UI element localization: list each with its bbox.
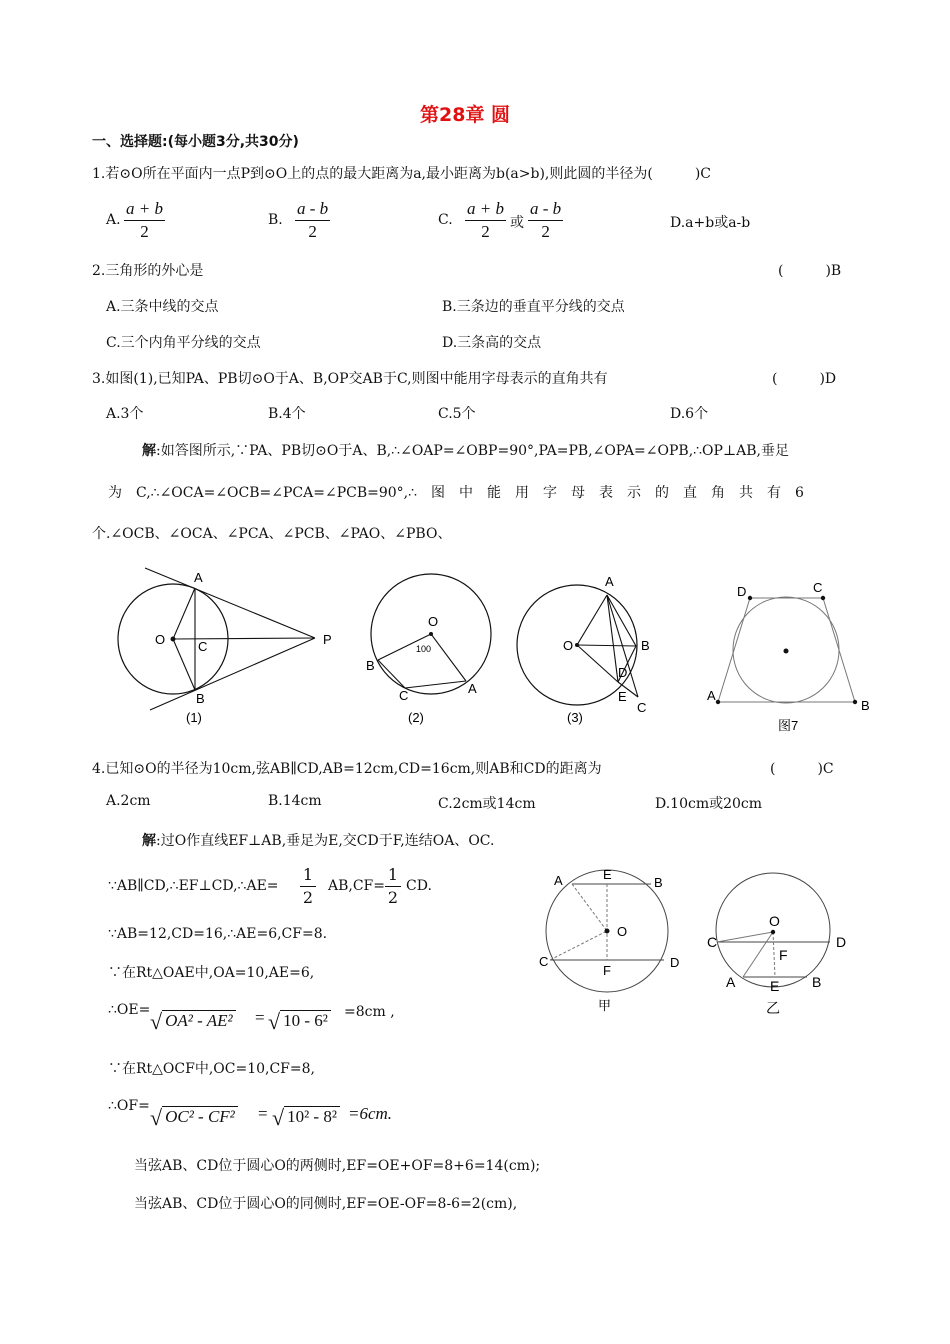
q1-stem: 1.若⊙O所在平面内一点P到⊙O上的点的最大距离为a,最小距离为b(a>b),则此圆的半径为( )C — [92, 166, 711, 182]
radius-ob — [173, 639, 195, 690]
label-e: E — [618, 689, 627, 704]
solution-label: 解 — [142, 443, 156, 459]
q4-line-7-suffix: =6cm. — [348, 1104, 393, 1123]
q1-option-c-or: 或 — [510, 215, 524, 231]
radius-oa — [431, 634, 466, 681]
solution-text: :如答图所示,∵PA、PB切⊙O于A、B,∴∠OAP=∠OBP=90°,PA=PB,∠OPA=∠OPB,∴OP⊥AB,垂足 — [156, 443, 789, 459]
q4-stem: 4.已知⊙O的半径为10cm,弦AB∥CD,AB=12cm,CD=16cm,则AB和CD的距离为 — [92, 761, 602, 777]
label-a: A — [468, 681, 477, 696]
q4-option-a: A.2cm — [106, 793, 151, 809]
q1-option-a-label: A. — [106, 212, 121, 228]
label-c: C — [399, 688, 409, 703]
label-c: C — [813, 580, 823, 595]
segment-oa — [743, 932, 773, 977]
solution-text: :过O作直线EF⊥AB,垂足为E,交CD于F,连结OA、OC. — [156, 833, 495, 849]
caption: 图7 — [778, 718, 799, 733]
segment-ae — [607, 595, 618, 682]
caption: (3) — [567, 710, 583, 725]
center-dot — [575, 643, 579, 647]
label-c: C — [198, 639, 208, 654]
label-a: A — [707, 688, 716, 703]
center-dot — [771, 930, 775, 934]
label-b: B — [654, 875, 663, 890]
label-f: F — [603, 963, 611, 978]
figure-1 — [118, 568, 332, 725]
label-d: D — [737, 584, 747, 599]
caption: 甲 — [598, 998, 612, 1013]
radius-oa — [173, 588, 195, 639]
q1-option-c-fraction-1 — [465, 198, 506, 243]
label-b: B — [812, 974, 822, 990]
label-b: B — [196, 691, 205, 706]
fraction-numerator: a + b — [465, 198, 506, 221]
caption: (1) — [186, 710, 202, 725]
segment-op — [173, 638, 315, 639]
q4-figures — [520, 860, 860, 1020]
q2-option-b: B.三条边的垂直平分线的交点 — [442, 299, 625, 315]
q3-option-a: A.3个 — [106, 406, 144, 422]
figure-2 — [366, 574, 491, 725]
q4-option-c: C.2cm或14cm — [438, 796, 536, 812]
center-dot — [429, 632, 433, 636]
q4-radical-oe-1: √ OA² - AE² — [150, 1006, 236, 1032]
fraction-numerator: 1 — [302, 865, 314, 884]
label-f: F — [779, 947, 788, 963]
label-o: O — [769, 913, 780, 929]
segment-oe — [577, 645, 618, 682]
radicand: OC² - CF² — [162, 1106, 238, 1126]
label-a: A — [726, 974, 736, 990]
q4-line-3: ∵AB=12,CD=16,∴AE=6,CF=8. — [108, 926, 328, 942]
q2-option-c: C.三个内角平分线的交点 — [106, 335, 261, 351]
q2-option-a: A.三条中线的交点 — [106, 299, 219, 315]
fraction-numerator: a - b — [295, 198, 330, 221]
label-o: O — [617, 924, 628, 939]
fraction-numerator: a + b — [124, 198, 165, 221]
chord-bc — [378, 660, 405, 688]
label-a: A — [605, 574, 614, 589]
label-p: P — [323, 632, 332, 647]
vertex-d — [748, 596, 752, 600]
vertex-b — [853, 700, 857, 704]
segment-oa — [577, 595, 607, 645]
q4-answer: ( )C — [770, 761, 834, 777]
q4-line-9: 当弦AB、CD位于圆心O的同侧时,EF=OE-OF=8-6=2(cm), — [134, 1196, 518, 1212]
label-c: C — [539, 954, 549, 969]
label-o: O — [428, 614, 439, 629]
fraction-denominator: 2 — [387, 888, 399, 907]
label-a: A — [194, 570, 203, 585]
q3-solution-line-3: 个.∠OCB、∠OCA、∠PCA、∠PCB、∠PAO、∠PBO、 — [92, 526, 452, 542]
caption: 乙 — [766, 1000, 780, 1016]
label-o: O — [155, 632, 166, 647]
q3-answer: ( )D — [772, 371, 837, 387]
q3-option-c: C.5个 — [438, 406, 476, 422]
center-dot — [605, 929, 610, 934]
q4-radical-of-1: √ OC² - CF² — [150, 1102, 238, 1128]
figure-yi — [707, 873, 846, 1016]
label-angle: 100 — [416, 644, 432, 654]
center-dot — [171, 637, 176, 642]
q2-option-d: D.三条高的交点 — [442, 335, 542, 351]
q4-line-4: ∵在Rt△OAE中,OA=10,AE=6, — [108, 965, 315, 981]
q4-solution-line-1 — [142, 830, 494, 850]
q2-answer: ( )B — [778, 263, 842, 279]
label-b: B — [366, 658, 375, 673]
q2-stem: 2.三角形的外心是 — [92, 263, 204, 279]
q4-line-5-suffix: =8cm , — [344, 1004, 395, 1020]
q1-option-c-label: C. — [438, 212, 453, 228]
q4-line-7-prefix: ∴OF= — [108, 1098, 150, 1114]
q1-option-b-label: B. — [268, 212, 283, 228]
q4-line-5-prefix: ∴OE= — [108, 1002, 151, 1018]
q4-half-fraction-2 — [385, 864, 401, 909]
label-e: E — [770, 978, 780, 994]
q4-half-fraction-1 — [300, 864, 316, 909]
q4-line-2-mid: AB,CF= — [328, 878, 386, 894]
q3-solution-line-1 — [142, 440, 789, 460]
segment-oc — [717, 932, 773, 942]
q1-option-d: D.a+b或a-b — [670, 215, 751, 231]
section-heading: 一、选择题:(每小题3分,共30分) — [92, 134, 299, 150]
q1-option-c-fraction-2 — [528, 198, 563, 243]
segment-oa — [572, 884, 607, 931]
line-ef — [773, 932, 775, 977]
radicand: 10 - 6² — [280, 1010, 331, 1030]
fraction-numerator: 1 — [387, 865, 399, 884]
q4-line-2-suffix: CD. — [406, 878, 432, 894]
q4-line-2-prefix: ∵AB∥CD,∴EF⊥CD,∴AE= — [108, 878, 279, 894]
fraction-denominator: 2 — [481, 222, 490, 241]
tangent-pb — [150, 638, 315, 710]
q4-line-8: 当弦AB、CD位于圆心O的两侧时,EF=OE+OF=8+6=14(cm); — [134, 1158, 541, 1174]
q4-radical-of-2: √ 10² - 8² — [272, 1102, 340, 1128]
label-b: B — [861, 698, 870, 713]
label-a: A — [554, 873, 563, 888]
label-d: D — [670, 955, 680, 970]
fraction-denominator: 2 — [541, 222, 550, 241]
q4-option-d: D.10cm或20cm — [655, 796, 763, 812]
q3-solution-line-2: 为 C,∴∠OCA=∠OCB=∠PCA=∠PCB=90°,∴ 图 中 能 用 字 母 表 示 的 直 角 共 有 6 — [108, 485, 804, 501]
page-title: 第28章 圆 — [420, 104, 511, 126]
radicand: 10² - 8² — [284, 1106, 340, 1126]
equals-sign: = — [258, 1104, 268, 1123]
q3-stem: 3.如图(1),已知PA、PB切⊙O于A、B,OP交AB于C,则图中能用字母表示的直角共有 — [92, 371, 608, 387]
radicand: OA² - AE² — [162, 1010, 235, 1030]
fraction-numerator: a - b — [528, 198, 563, 221]
label-c: C — [707, 934, 718, 950]
figure-jia — [539, 867, 679, 1013]
q4-radical-oe-2: √ 10 - 6² — [268, 1006, 331, 1032]
vertex-c — [821, 596, 825, 600]
label-o: O — [563, 638, 574, 653]
tangent-pa — [145, 568, 315, 638]
q1-option-a-fraction — [124, 198, 165, 243]
chord-ca — [405, 681, 466, 688]
center-dot — [784, 649, 789, 654]
segment-ob — [577, 645, 636, 646]
figure-3 — [517, 574, 650, 725]
q1-option-b-fraction — [295, 198, 330, 243]
q4-option-b: B.14cm — [268, 793, 322, 809]
label-d: D — [836, 934, 847, 950]
fraction-denominator: 2 — [302, 888, 314, 907]
label-e: E — [603, 867, 612, 882]
equals-sign: = — [255, 1008, 265, 1027]
q3-option-b: B.4个 — [268, 406, 306, 422]
fraction-denominator: 2 — [140, 222, 149, 241]
q3-option-d: D.6个 — [670, 406, 709, 422]
label-d: D — [618, 665, 628, 680]
segment-oc — [550, 931, 607, 960]
figure-7 — [707, 580, 870, 733]
q4-line-6: ∵在Rt△OCF中,OC=10,CF=8, — [108, 1061, 315, 1077]
figures-row — [0, 560, 950, 740]
fraction-denominator: 2 — [308, 222, 317, 241]
solution-label: 解 — [142, 833, 156, 849]
label-c: C — [637, 700, 647, 715]
label-b: B — [641, 638, 650, 653]
vertex-a — [716, 700, 720, 704]
caption: (2) — [408, 710, 424, 725]
